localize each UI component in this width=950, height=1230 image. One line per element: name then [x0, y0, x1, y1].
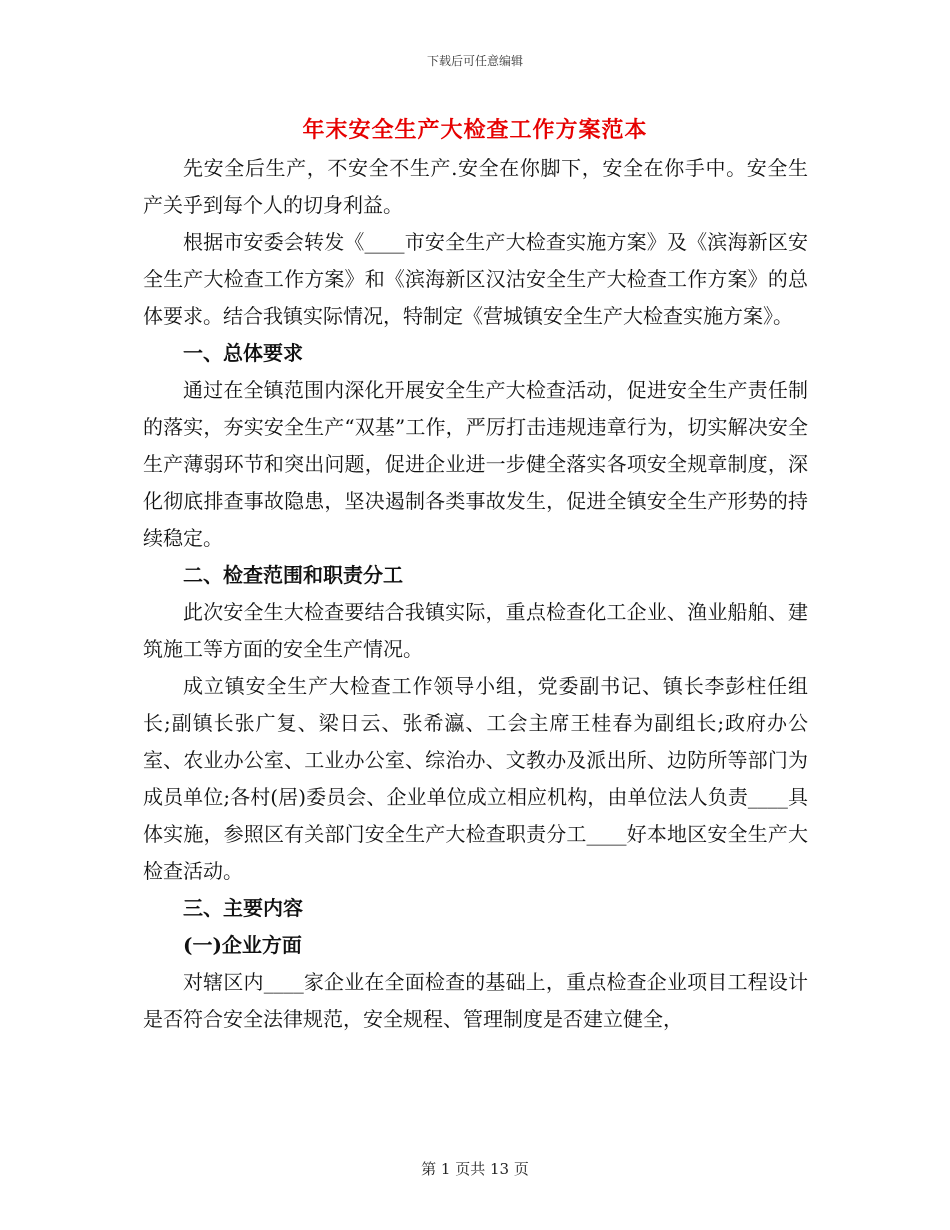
- paragraph-enterprises: 对辖区内____家企业在全面检查的基础上，重点检查企业项目工程设计是否符合安全法律规范，安全规程、管理制度是否建立健全，: [143, 970, 808, 1031]
- document-body: [143, 150, 808, 1038]
- page-number: 第 1 页共 13 页: [421, 1160, 529, 1178]
- page-header-note: 下载后可任意编辑: [426, 54, 523, 68]
- paragraph-general-requirements: 通过在全镇范围内深化开展安全生产大检查活动，促进安全生产责任制的落实，夯实安全生产“双基”工作，严厉打击违规违章行为，切实解决安全生产薄弱环节和突出问题，促进企业进一步健全落实各项安全规章制度，深化彻底排查事故隐患，坚决遏制各类事故发生，促进全镇安全生产形势的持续稳定。: [143, 378, 808, 550]
- paragraph-scope: 此次安全生大检查要结合我镇实际，重点检查化工企业、渔业船舶、建筑施工等方面的安全生产情况。: [143, 600, 808, 661]
- section-heading-main-content: 三、主要内容: [183, 896, 303, 920]
- paragraph-leadership-group: 成立镇安全生产大检查工作领导小组，党委副书记、镇长李彭柱任组长;副镇长张广复、梁日云、张希瀛、工会主席王桂春为副组长;政府办公室、农业办公室、工业办公室、综治办、文教办及派出所、边防所等部门为成员单位;各村(居)委员会、企业单位成立相应机构，由单位法人负责____具体实施，参照区有关部门安全生产大检查职责分工____好本地区安全生产大检查活动。: [143, 674, 808, 883]
- paragraph-basis: 根据市安委会转发《____市安全生产大检查实施方案》及《滨海新区安全生产大检查工作方案》和《滨海新区汉沽安全生产大检查工作方案》的总体要求。结合我镇实际情况，特制定《营城镇安全生产大检查实施方案》。: [143, 230, 808, 328]
- section-heading-scope-and-duties: 二、检查范围和职责分工: [183, 563, 403, 587]
- document-title: 年末安全生产大检查工作方案范本: [302, 117, 648, 143]
- paragraph-intro: 先安全后生产，不安全不生产.安全在你脚下，安全在你手中。安全生产关乎到每个人的切身利益。: [143, 156, 808, 217]
- subsection-heading-enterprises: (一)企业方面: [183, 933, 302, 957]
- section-heading-general-requirements: 一、总体要求: [183, 341, 303, 365]
